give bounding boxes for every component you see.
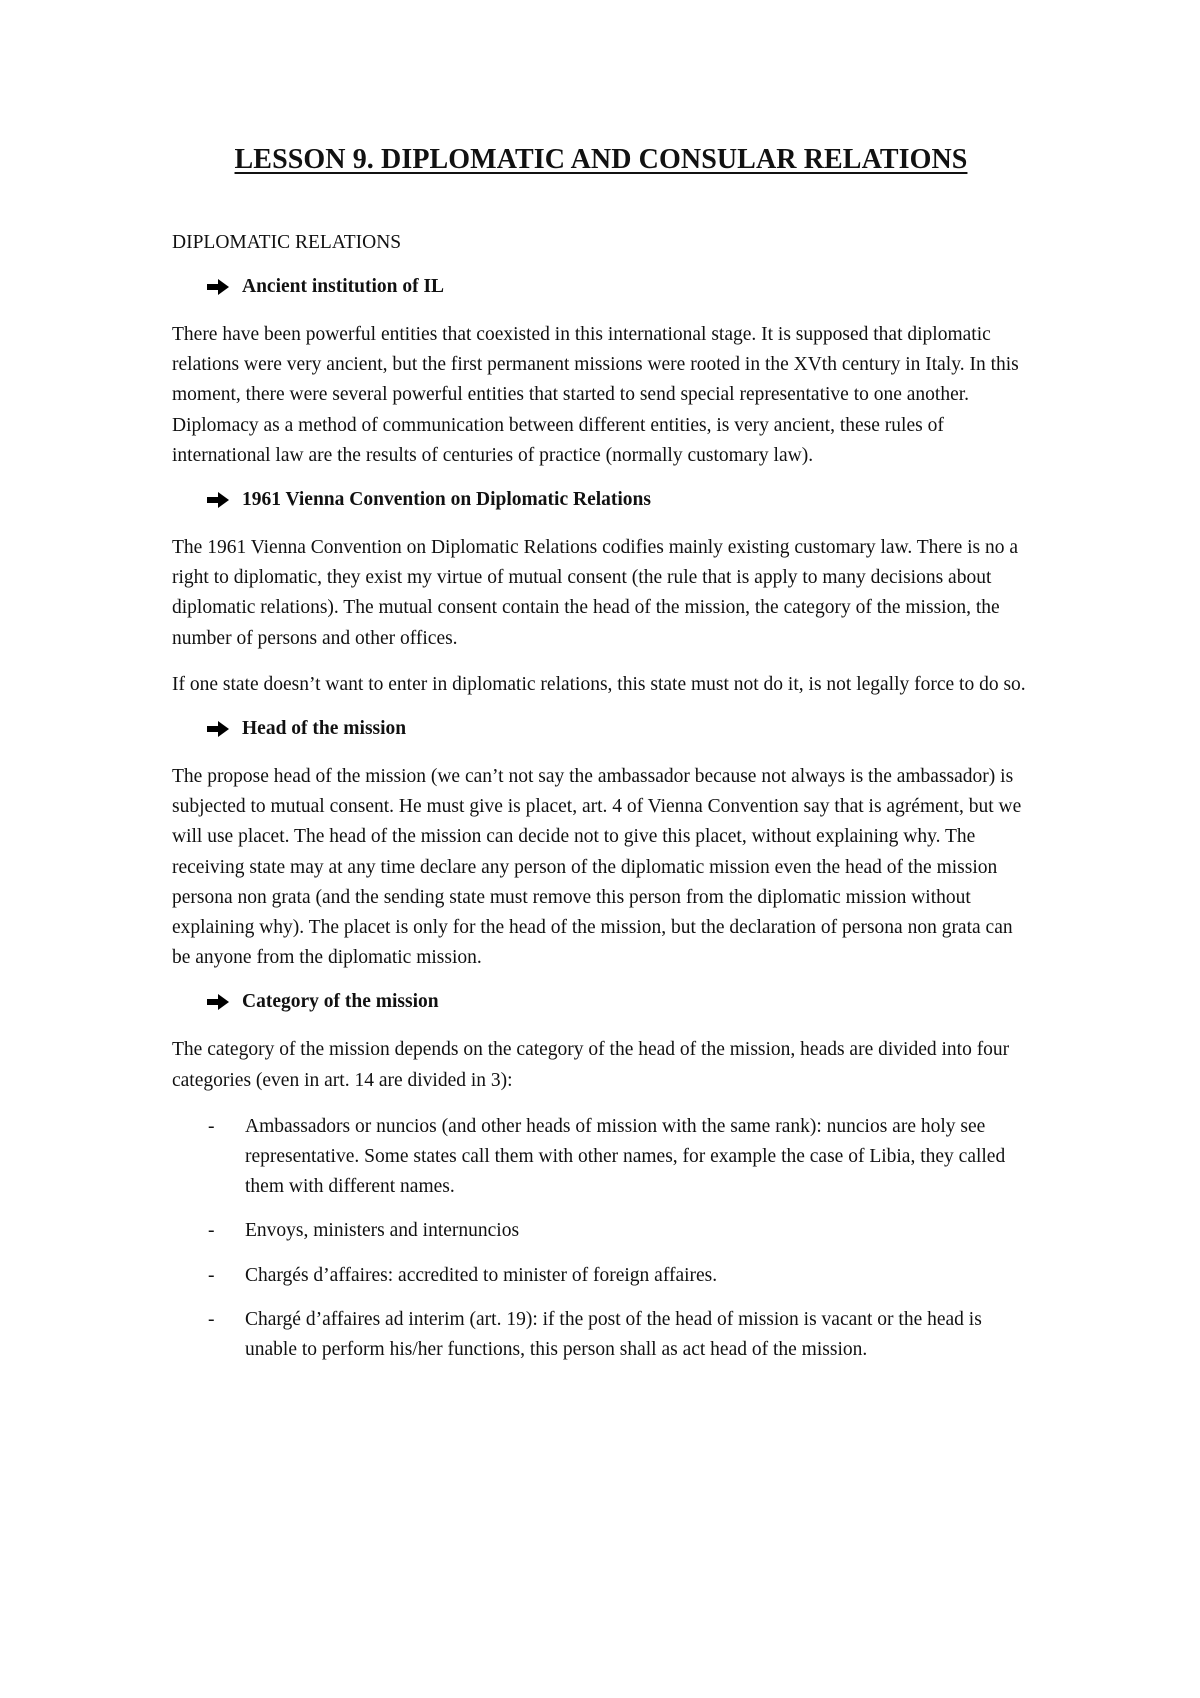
list-marker: - [208,1308,215,1330]
list-item-text: Chargés d’affaires: accredited to minister of foreign affaires. [245,1264,718,1286]
subheading-vienna-convention [206,487,1030,513]
list-item [172,1261,1030,1291]
section-heading: DIPLOMATIC RELATIONS [172,232,402,253]
document-title: LESSON 9. DIPLOMATIC AND CONSULAR RELATIONS [234,144,968,175]
list-item-text: Envoys, ministers and internuncios [245,1220,520,1242]
paragraph: There have been powerful entities that coexisted in this international stage. It is supposed that diplomatic relations were very ancient, but the first permanent missions were rooted in the XVth century in Italy. In this moment, there were several powerful entities that started to send special representative to one another. Diplomacy as a method of communication between different entities, is very ancient, these rules of international law are the results of centuries of practice (normally customary law). [172,324,1019,466]
arrow-right-icon [206,490,230,510]
list-marker: - [208,1264,215,1286]
list-item [172,1216,1030,1246]
subheading-category-of-mission [206,989,1030,1015]
subheading-label: Category of the mission [242,991,439,1013]
subheading-ancient-institution [206,274,1030,300]
subheading-head-of-mission [206,716,1030,742]
paragraph: The 1961 Vienna Convention on Diplomatic Relations codifies mainly existing customary law. There is no a right to diplomatic, they exist my virtue of mutual consent (the rule that is apply to many decisions about diplomatic relations). The mutual consent contain the head of the mission, the category of the mission, the number of persons and other offices. [172,537,1019,649]
subheading-label: Ancient institution of IL [242,276,445,297]
list-marker: - [208,1220,215,1242]
category-list [172,1112,1030,1365]
paragraph: The propose head of the mission (we can’t not say the ambassador because not always is the ambassador) is subjected to mutual consent. He must give is placet, art. 4 of Vienna Convention say that is agrément, but we will use placet. The head of the mission can decide not to give this placet, without explaining why. The receiving state may at any time declare any person of the diplomatic mission even the head of the mission persona non grata (and the sending state must remove this person from the diplomatic mission without explaining why). The placet is only for the head of the mission, but the declaration of persona non grata can be anyone from the diplomatic mission. [172,766,1022,969]
list-item-text: Ambassadors or nuncios (and other heads of mission with the same rank): nuncios are holy see representative. Some states call them with other names, for example the case of Libia, they called them with different names. [245,1115,1006,1198]
arrow-right-icon [206,992,230,1012]
list-item [172,1112,1030,1203]
list-marker: - [208,1115,215,1137]
paragraph: If one state doesn’t want to enter in diplomatic relations, this state must not do it, is not legally force to do so. [172,673,1026,695]
paragraph: The category of the mission depends on the category of the head of the mission, heads are divided into four categories (even in art. 14 are divided in 3): [172,1039,1010,1091]
subheading-label: 1961 Vienna Convention on Diplomatic Relations [242,489,651,511]
subheading-label: Head of the mission [242,718,407,740]
list-item-text: Chargé d’affaires ad interim (art. 19): if the post of the head of mission is vacant or the head is unable to perform his/her functions, this person shall as act head of the mission. [245,1308,982,1361]
list-item [172,1305,1030,1365]
arrow-right-icon [206,277,230,297]
arrow-right-icon [206,719,230,739]
